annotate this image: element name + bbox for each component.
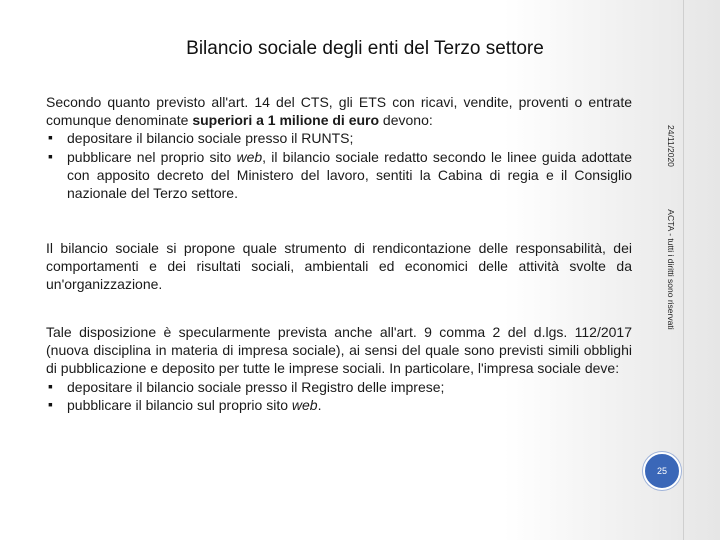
intro-text-end: devono:: [379, 112, 433, 129]
side-date: 24/11/2020: [666, 125, 676, 167]
page-number: 25: [656, 466, 667, 476]
ets-obligations-list: [46, 129, 632, 202]
list-item-text: depositare il bilancio sociale presso il Registro delle imprese;: [67, 378, 445, 395]
right-divider-line: [683, 0, 684, 540]
side-copyright: ACTA - tutti i diritti sono riservati: [666, 209, 676, 330]
paragraph-ets-obligations: [46, 93, 632, 202]
list-item: [46, 378, 632, 396]
intro-bold-threshold: superiori a 1 milione di euro: [192, 112, 380, 129]
list-item-text: pubblicare il bilancio sul proprio sito: [67, 396, 292, 413]
definition-text: Il bilancio sociale si propone quale strumento di rendicontazione delle responsabilità, dei comportamenti e dei risultati sociali, ambientali ed economici delle attività svolte da un'organizzazione.: [46, 240, 632, 293]
list-item-italic: web: [236, 148, 263, 165]
list-item: [46, 396, 632, 414]
side-footer: [666, 125, 676, 330]
list-item-text: pubblicare nel proprio sito: [67, 148, 237, 165]
intro-text: Secondo quanto previsto all'art. 14 del CTS, gli ETS con ricavi, vendite, proventi o entrate comunque denominate: [46, 94, 632, 129]
impresa-sociale-text: Tale disposizione è specularmente prevista anche all'art. 9 comma 2 del d.lgs. 112/2017 (nuova disciplina in materia di impresa sociale), ai sensi del quale sono previsti simili obblighi di pubblicazione e deposito per tutte le imprese sociali. In particolare, l'impresa sociale deve:: [46, 324, 632, 377]
paragraph-impresa-sociale: [46, 323, 632, 414]
list-item: [46, 148, 632, 203]
list-item-text-end: , il bilancio sociale redatto secondo le linee guida adottate con apposito decreto del Ministero del lavoro, sentiti la Cabina di regia e il Consiglio nazionale del Terzo settore.: [67, 148, 632, 202]
list-item-text: depositare il bilancio sociale presso il RUNTS;: [67, 130, 354, 147]
page-number-badge: [643, 452, 681, 490]
paragraph-definition: [46, 239, 632, 294]
paragraph-intro: [46, 93, 632, 129]
list-item-italic: web: [291, 396, 318, 413]
list-item: [46, 129, 632, 147]
impresa-sociale-obligations-list: [46, 378, 632, 414]
list-item-text-end: .: [317, 396, 322, 413]
slide-title: Bilancio sociale degli enti del Terzo settore: [186, 38, 544, 59]
